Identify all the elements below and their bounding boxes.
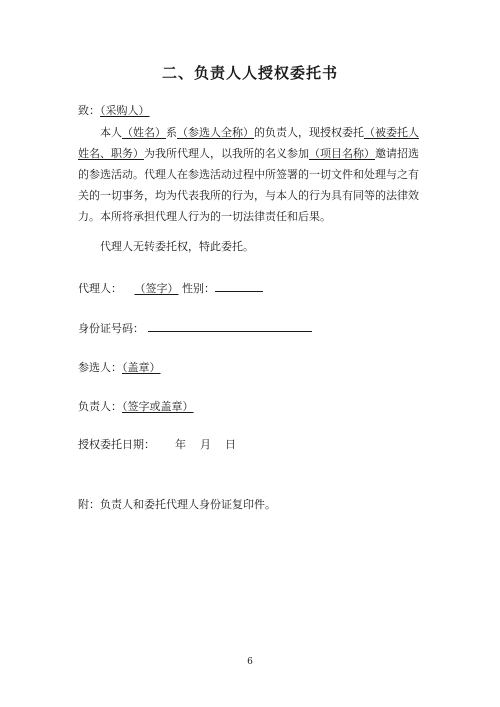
- agent-sign-field: （签字）: [134, 282, 179, 295]
- agent-row: [78, 280, 263, 297]
- participant-row: [78, 360, 161, 376]
- participant-seal-field: （盖章）: [122, 361, 161, 374]
- no-sub-delegation-statement: 代理人无转委托权，特此委托。: [100, 240, 254, 253]
- attachment-note: 附：负责人和委托代理人身份证复印件。: [78, 498, 276, 511]
- authorization-body: [78, 122, 426, 227]
- date-month: 月: [200, 438, 211, 451]
- agent-info-field: （被委托人姓名、职务）: [78, 126, 419, 160]
- addressee-field: （采购人）: [100, 104, 150, 117]
- date-year: 年: [175, 438, 186, 451]
- gender-blank: [215, 280, 263, 292]
- agent-label: 代理人：: [78, 282, 122, 295]
- date-label: 授权委托日期：: [78, 438, 155, 451]
- body-text-3: 的负责人，现授权委托: [254, 126, 364, 139]
- principal-label: 负责人：: [78, 400, 122, 413]
- principal-sign-field: （签字或盖章）: [122, 400, 194, 413]
- name-field: （姓名）: [122, 126, 166, 139]
- date-row: [78, 437, 236, 453]
- project-field: （项目名称）: [309, 147, 375, 160]
- body-text-1: 本人: [100, 126, 122, 139]
- participant-label: 参选人：: [78, 361, 122, 374]
- body-text-4: 为我所代理人，以我所的名义参加: [144, 147, 309, 160]
- body-text-2: 系: [166, 126, 177, 139]
- unit-field: （参选人全称）: [177, 126, 254, 139]
- date-day: 日: [225, 438, 236, 451]
- id-row: [78, 320, 312, 337]
- salutation-prefix: 致：: [78, 104, 100, 117]
- id-label: 身份证号码：: [78, 322, 144, 335]
- body-text-5: 邀请招选的参选活动。代理人在参选活动过程中所签署的一切文件和处理与之有关的一切事务，均为代表我所的行为，与本人的行为具有同等的法律效力。本所将承担代理人行为的一切法律责任和后果。: [78, 147, 419, 223]
- document-title: 二、负责人人授权委托书: [161, 64, 338, 82]
- page-number: 6: [247, 657, 253, 667]
- gender-label: 性别：: [182, 282, 215, 295]
- salutation: [78, 103, 150, 119]
- id-blank: [148, 320, 312, 332]
- principal-row: [78, 399, 194, 415]
